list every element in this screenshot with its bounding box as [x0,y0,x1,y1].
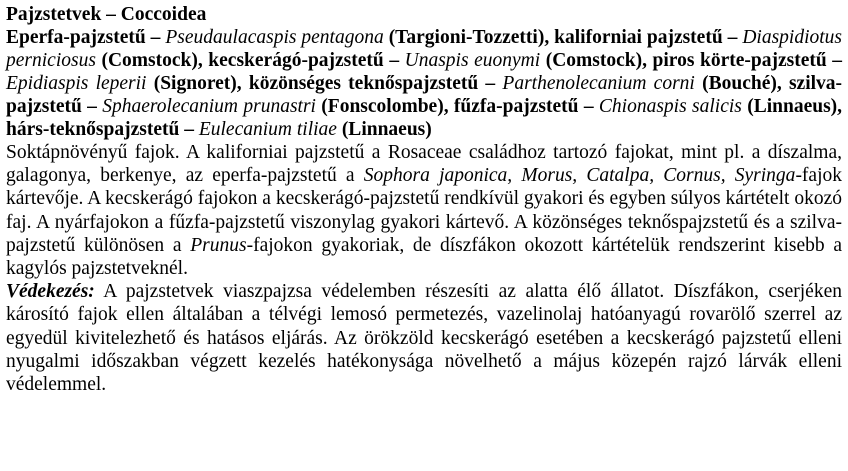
species-common-name: piros körte-pajzstetű [652,50,827,71]
species-author: (Linnaeus) [747,96,838,117]
species-author: (Targioni-Tozzetti) [388,27,545,48]
description-italic-genus: Prunus [190,234,247,256]
description-italic-genera: Sophora japonica, Morus, Catalpa, Cornus, Syringa [363,165,796,187]
species-common-name: kaliforniai pajzstetű [554,27,723,48]
species-common-name: közönséges teknőspajzstetű [248,73,479,94]
protection-paragraph [6,280,842,396]
description-text: -fajok kártevője. A kecskerágó fajokon a kecskerágó-pajzstetű rendkívül gyakori és egyben súlyos kártételt okozó faj. A nyárfajokon a fűzfa-pajzstetű viszonylag gyakori kártevő. A közönséges teknőspajzstetű és a szilva-pajzstetű különösen a [6,165,842,256]
species-author: (Signoret) [153,73,237,94]
species-list: Eperfa-pajzstetű – Pseudaulacaspis pentagona (Targioni-Tozzetti), kaliforniai pajzstetű – Diaspidiotus perniciosus (Comstock), kecskerágó-pajzstetű – Unaspis euonymi (Comstock), piros körte-pajzstetű – Epidiaspis leperii (Signoret), közönséges teknőspajzstetű – Parthenolecanium corni (Bouché), szilva-pajzstetű – Sphaerolecanium prunastri (Fonscolombe), fűzfa-pajzstetű – Chionaspis salicis (Linnaeus), hárs-teknőspajzstetű – Eulecanium tiliae (Linnaeus) [6,27,843,140]
species-common-name: kecskerágó-pajzstetű [208,50,384,71]
species-common-name: fűzfa-pajzstetű [453,96,579,117]
species-latin-name: Eulecanium tiliae [198,119,337,140]
species-latin-name: Epidiaspis leperii [6,73,147,94]
species-latin-name: Unaspis euonymi [404,50,541,71]
species-author: (Bouché) [702,73,777,94]
species-latin-name: Parthenolecanium corni [502,73,695,94]
species-common-name: hárs-teknőspajzstetű [6,119,180,140]
species-author: (Comstock) [545,50,643,71]
species-author: (Linnaeus) [341,119,432,140]
species-author: (Comstock) [101,50,198,71]
species-latin-name: Pseudaulacaspis pentagona [165,27,384,48]
section-heading: Pajzstetvek – Coccoidea [6,4,207,25]
protection-text: A pajzstetvek viaszpajzsa védelemben részesíti az alatta élő állatot. Díszfákon, cserjéken károsító fajok ellen általában a télvégi lemosó permetezés, vazelinolaj hatóanyagú rovarölő szerrel az egyedül kivitelezhető és hatásos eljárás. Az örökzöld kecskerágó esetében a kecskerágó pajzstetű elleni nyugalmi időszakban végzett kezelés hatékonysága növelhető a május közepén rajzó lárvák elleni védelemmel. [6,281,842,396]
description-paragraph [6,141,842,280]
species-common-name: Eperfa-pajzstetű [6,27,146,48]
description-text: -fajokon gyakoriak, de díszfákon okozott kártételük rendszerint kisebb a kagylós pajzstetveknél. [6,234,842,280]
protection-label: Védekezés: [6,281,95,303]
species-latin-name: Sphaerolecanium prunastri [102,96,316,117]
species-latin-name: Chionaspis salicis [598,96,742,117]
description-text: Soktápnövényű fajok. A kaliforniai pajzstetű a Rosaceae családhoz tartozó fajokat, mint pl. a díszalma, galagonya, berkenye, az eperfa-pajzstetű a [6,142,842,187]
species-common-name: szilva-pajzstetű [6,73,843,117]
species-latin-name: Diaspidiotus perniciosus [6,27,843,71]
species-author: (Fonscolombe) [321,96,444,117]
